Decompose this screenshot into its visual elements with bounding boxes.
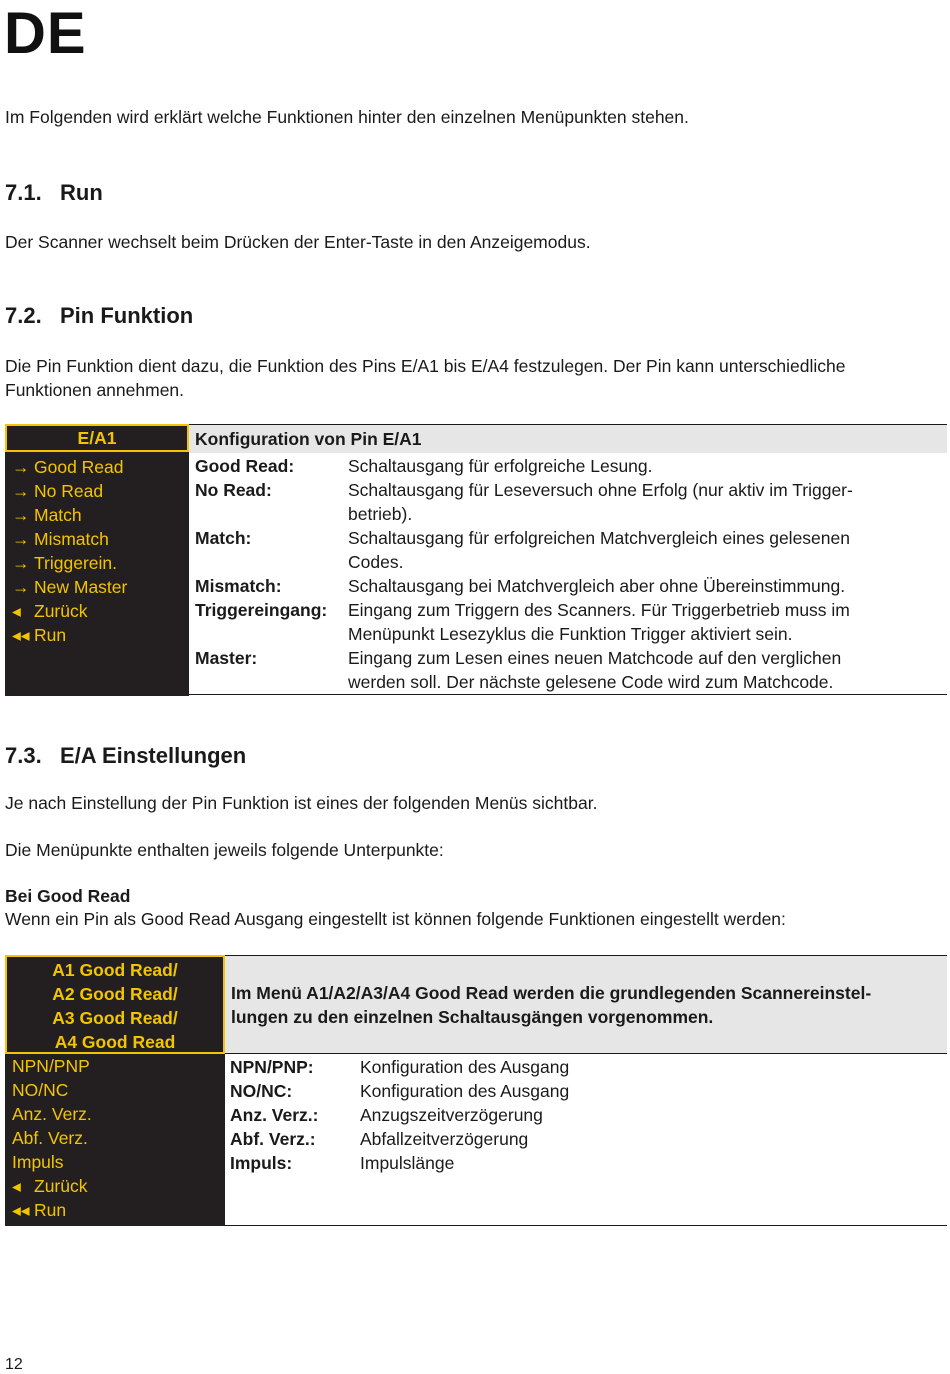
pin-menu-panel [5,424,189,696]
config-desc: Schaltausgang bei Matchvergleich aber ohne Übereinstimmung. [348,576,846,596]
menu-item[interactable] [12,1198,225,1222]
config-row [195,478,947,526]
menu-item-label: Zurück [34,601,88,621]
config-desc: Konfiguration des Ausgang [360,1057,570,1077]
good-read-config-header [225,956,947,1053]
menu-item-label: NO/NC [12,1080,69,1100]
good-read-config-table [230,1055,947,1225]
page-number: 12 [5,1356,23,1373]
config-term: No Read: [195,480,272,500]
config-desc: Konfiguration des Ausgang [360,1081,570,1101]
config-desc: Eingang zum Triggern des Scanners. Für Triggerbetrieb muss im [348,600,850,620]
arrow-right-icon: → [12,577,30,597]
header-line: Im Menü A1/A2/A3/A4 Good Read werden die grundlegenden Scannereinstel- [231,983,872,1003]
pin-config-header: Konfiguration von Pin E/A1 [189,425,947,453]
config-row [230,1103,947,1127]
section-text: Der Scanner wechselt beim Drücken der Enter-Taste in den Anzeigemodus. [5,232,591,252]
menu-item-label: Mismatch [34,529,109,549]
section-heading-run [5,179,103,207]
config-desc: Anzugszeitverzögerung [360,1105,543,1125]
table-rule [225,1225,947,1226]
section-text: Wenn ein Pin als Good Read Ausgang eingestellt ist können folgende Funktionen eingestellt werden: [5,909,786,929]
menu-item[interactable] [12,623,189,647]
config-term: Master: [195,648,258,668]
pin-menu-list [5,452,189,647]
section-text: Je nach Einstellung der Pin Funktion ist eines der folgenden Menüs sichtbar. [5,793,598,813]
config-term: Triggereingang: [195,600,328,620]
config-term: Mismatch: [195,576,282,596]
section-title: Pin Funktion [60,303,194,328]
menu-item-label: Good Read [34,457,124,477]
config-desc: betrieb). [348,504,413,524]
menu-item-label: Triggerein. [34,553,117,573]
menu-item[interactable] [12,551,189,575]
menu-item[interactable] [12,1174,225,1198]
menu-item-label: Abf. Verz. [12,1128,88,1148]
menu-item-label: Anz. Verz. [12,1104,92,1124]
menu-item[interactable] [12,1150,225,1174]
table-rule [225,1053,947,1054]
config-desc: Impulslänge [360,1153,455,1173]
menu-item[interactable] [12,503,189,527]
subheading-good-read: Bei Good Read [5,886,131,906]
config-term: Good Read: [195,456,295,476]
config-row [230,1151,947,1175]
good-read-menu-header [5,955,225,1054]
arrow-right-icon: → [12,481,30,501]
language-label: DE [4,1,87,66]
arrow-right-icon: → [12,529,30,549]
config-row [195,598,947,646]
arrow-right-icon: → [12,553,30,573]
section-number: 7.2. [5,303,42,328]
config-row [230,1127,947,1151]
section-text: Die Menüpunkte enthalten jeweils folgende Unterpunkte: [5,840,444,860]
config-term: Impuls: [230,1153,293,1173]
config-desc: Schaltausgang für erfolgreiche Lesung. [348,456,653,476]
pin-config-table [195,454,947,694]
intro-text: Im Folgenden wird erklärt welche Funktionen hinter den einzelnen Menüpunkten stehen. [5,107,689,127]
menu-item-label: Run [34,625,67,645]
config-term: Match: [195,528,252,548]
section-number: 7.3. [5,743,42,768]
menu-item[interactable] [12,1078,225,1102]
menu-item[interactable] [12,455,189,479]
section-heading-ea-einstellungen [5,742,246,770]
menu-item[interactable] [12,1102,225,1126]
menu-item[interactable] [12,1054,225,1078]
header-line: A2 Good Read/ [52,984,178,1004]
menu-item-label: Zurück [34,1176,88,1196]
config-desc: Schaltausgang für Leseversuch ohne Erfolg (nur aktiv im Trigger- [348,480,853,500]
config-term: NPN/PNP: [230,1057,314,1077]
menu-item-label: Run [34,1200,67,1220]
menu-item[interactable] [12,527,189,551]
config-term: Anz. Verz.: [230,1105,319,1125]
config-row [195,526,947,574]
config-row [230,1055,947,1079]
arrow-right-icon: → [12,505,30,525]
menu-item[interactable] [12,479,189,503]
table-rule [189,694,947,695]
section-text: Die Pin Funktion dient dazu, die Funktion des Pins E/A1 bis E/A4 festzulegen. Der Pin kann unterschiedliche [5,356,846,376]
section-number: 7.1. [5,180,42,205]
config-row [195,646,947,694]
section-heading-pin-funktion [5,302,193,330]
config-desc: Menüpunkt Lesezyklus die Funktion Trigger aktiviert sein. [348,624,793,644]
pin-menu-header: E/A1 [5,424,189,452]
menu-item[interactable] [12,1126,225,1150]
header-line: A1 Good Read/ [52,960,178,980]
config-desc: Eingang zum Lesen eines neuen Matchcode auf den verglichen [348,648,842,668]
menu-item-label: Impuls [12,1152,64,1172]
menu-item-label: NPN/PNP [12,1056,90,1076]
arrow-right-icon: → [12,457,30,477]
header-line: lungen zu den einzelnen Schaltausgängen vorgenommen. [231,1007,714,1027]
menu-item[interactable] [12,575,189,599]
config-desc: werden soll. Der nächste gelesene Code wird zum Matchcode. [348,672,834,692]
config-row [230,1079,947,1103]
menu-item-label: New Master [34,577,128,597]
menu-item-label: Match [34,505,82,525]
menu-item[interactable] [12,599,189,623]
menu-item-label: No Read [34,481,104,501]
header-line: A4 Good Read [54,1032,176,1052]
config-desc: Schaltausgang für erfolgreichen Matchvergleich eines gelesenen [348,528,850,548]
section-title: E/A Einstellungen [60,743,247,768]
back-icon: ◂ [12,601,21,621]
good-read-menu-panel [5,955,225,1226]
back-icon: ◂ [12,1176,21,1196]
section-title: Run [60,180,103,205]
config-term: Abf. Verz.: [230,1129,316,1149]
double-back-icon: ◂◂ [12,1200,30,1220]
config-term: NO/NC: [230,1081,293,1101]
good-read-menu-list [5,1054,225,1222]
config-desc: Codes. [348,552,404,572]
header-line: A3 Good Read/ [52,1008,178,1028]
config-desc: Abfallzeitverzögerung [360,1129,529,1149]
double-back-icon: ◂◂ [12,625,30,645]
section-text: Funktionen annehmen. [5,380,185,400]
